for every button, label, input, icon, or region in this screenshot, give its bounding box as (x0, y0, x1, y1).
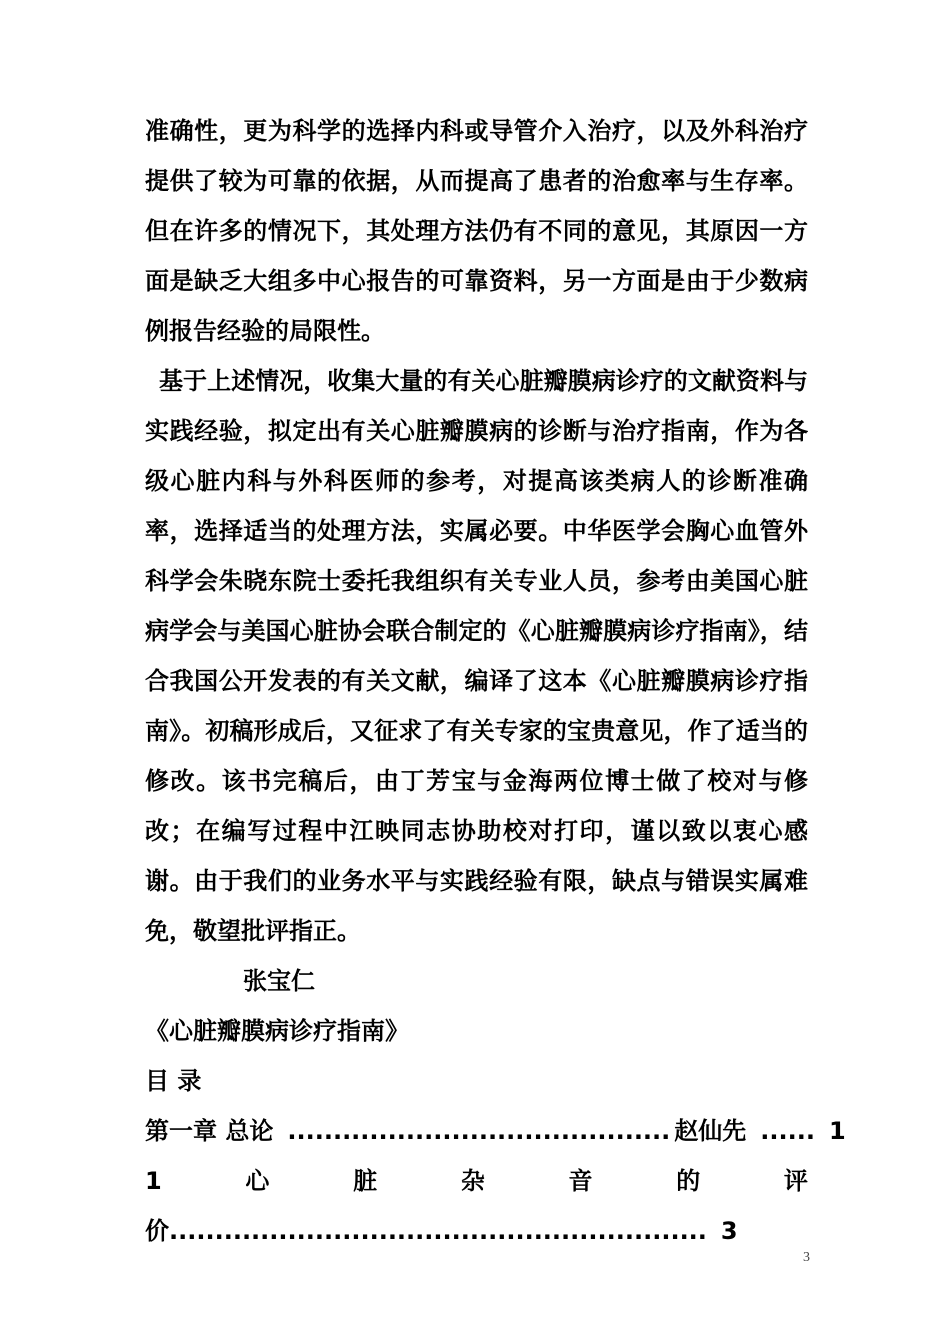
paragraph-background: 基于上述情况，收集大量的有关心脏瓣膜病诊疗的文献资料与实践经验，拟定出有关心脏瓣膜病的诊断与治疗指南，作为各级心脏内科与外科医师的参考，对提高该类病人的诊断准确率，选择适当的处理方法，实属必要。中华医学会胸心血管外科学会朱晓东院士委托我组织有关专业人员，参考由美国心脏病学会与美国心脏协会联合制定的《心脏瓣膜病诊疗指南》，结合我国公开发表的有关文献，编译了这本《心脏瓣膜病诊疗指南》。初稿形成后，又征求了有关专家的宝贵意见，作了适当的修改。该书完稿后，由丁芳宝与金海两位博士做了校对与修改；在编写过程中江映同志协助校对打印，谨以致以衷心感谢。由于我们的业务水平与实践经验有限，缺点与错误实属难免，敬望批评指正。 (145, 367, 808, 945)
toc-leader-dots: ........................................................... (169, 1217, 707, 1245)
toc-item-char: 杂 (460, 1167, 485, 1195)
page-number: 3 (803, 1250, 810, 1265)
toc-chapter-label: 第一章 总论 (145, 1117, 274, 1145)
author-signature: 张宝仁 (243, 967, 315, 995)
book-title: 《心脏瓣膜病诊疗指南》 (145, 1017, 409, 1045)
toc-page-number: 3 (720, 1217, 738, 1245)
toc-entry-item1-continued[interactable] (145, 1206, 808, 1256)
toc-leader-dots-short: ...... (760, 1117, 815, 1145)
toc-page-number: 1 (828, 1117, 846, 1145)
toc-chapter-author: 赵仙先 (674, 1117, 747, 1145)
toc-item-char: 评 (783, 1167, 808, 1195)
document-body (145, 106, 846, 1256)
toc-item-char: 脏 (353, 1167, 378, 1195)
toc-item-char: 音 (568, 1167, 593, 1195)
toc-entry-chapter1[interactable] (145, 1106, 846, 1156)
toc-leader-dots: .......................................... (287, 1117, 671, 1145)
toc-item-number: 1 (145, 1167, 162, 1195)
toc-item-char: 心 (245, 1167, 270, 1195)
toc-entry-item1[interactable] (145, 1156, 808, 1206)
toc-heading: 目 录 (145, 1067, 202, 1095)
toc-item-char: 的 (676, 1167, 701, 1195)
paragraph-intro: 准确性，更为科学的选择内科或导管介入治疗，以及外科治疗提供了较为可靠的依据，从而提高了患者的治愈率与生存率。但在许多的情况下，其处理方法仍有不同的意见，其原因一方面是缺乏大组多中心报告的可靠资料，另一方面是由于少数病例报告经验的局限性。 (145, 117, 808, 345)
toc-item-continuation: 价 (145, 1217, 169, 1245)
